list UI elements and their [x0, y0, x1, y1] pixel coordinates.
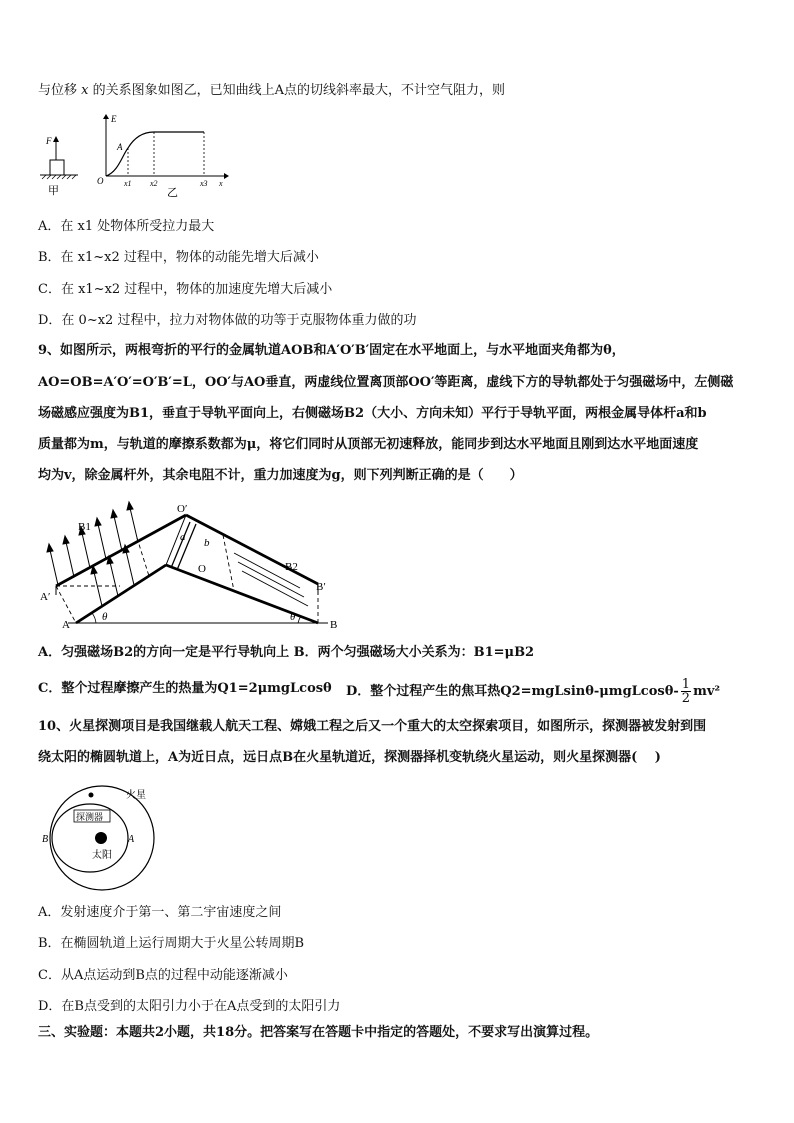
q8-option-d: D．在 0~x2 过程中，拉力对物体做的功等于克服物体重力做的功 [38, 313, 417, 328]
q9-stem-line-2: AO=OB=A′O′=O′B′=L，OO′与AO垂直，两虚线位置离顶部OO′等距离，虚线下方的导轨都处于匀强磁场中，左侧磁 [38, 375, 734, 390]
q8-option-a: A．在 x1 处物体所受拉力最大 [38, 219, 215, 234]
label-theta-left: θ [102, 611, 108, 623]
q9-options-a-b: A．匀强磁场B2的方向一定是平行导轨向上 B．两个匀强磁场大小关系为：B1=μB2 [38, 645, 535, 660]
section-3-heading: 三、实验题：本题共2小题，共18分。把答案写在答题卡中指定的答题处，不要求写出演算过程。 [38, 1025, 599, 1040]
q8-option-b: B．在 x1~x2 过程中，物体的动能先增大后减小 [38, 250, 319, 265]
label-theta-right: θ [290, 611, 296, 623]
label-sun: 太阳 [92, 850, 112, 861]
label-x1: x1 [124, 179, 132, 188]
q10-option-d: D．在B点受到的太阳引力小于在A点受到的太阳引力 [38, 999, 341, 1014]
figure-8-jia [40, 136, 78, 197]
label-E: E [111, 114, 117, 124]
q10-stem-line-2: 绕太阳的椭圆轨道上，A为近日点，远日点B在火星轨道近，探测器择机变轨绕火星运动，则火星探测器( ) [38, 750, 661, 765]
q9-stem-line-1: 9、如图所示，两根弯折的平行的金属轨道AOB和A′O′B′固定在水平地面上，与水平地面夹角都为θ， [38, 343, 625, 358]
figure-8 [38, 112, 238, 199]
q8-intro-line: 与位移 x 的关系图象如图乙，已知曲线上A点的切线斜率最大，不计空气阻力，则 [38, 83, 506, 98]
label-a: a [180, 531, 186, 543]
q9-option-c: C．整个过程摩擦产生的热量为Q1=2μmgLcosθ [38, 681, 332, 696]
q9-stem-line-3: 场磁感应强度为B1，垂直于导轨平面向上，右侧磁场B2（大小、方向未知）平行于导轨平面，两根金属导体杆a和b [38, 406, 707, 421]
figure-10 [38, 788, 168, 888]
label-B2: B2 [285, 561, 298, 573]
label-B: B [330, 619, 338, 631]
q10-stem-line-1: 10、火星探测项目是我国继载人航天工程、嫦娥工程之后又一个重大的太空探索项目，如图所示，探测器被发射到围 [38, 719, 707, 734]
label-jia: 甲 [48, 185, 59, 197]
label-b: b [204, 537, 210, 549]
label-x2: x2 [150, 179, 158, 188]
label-O: O [97, 176, 104, 186]
label-x3: x3 [200, 179, 208, 188]
label-A: A [62, 619, 70, 631]
label-x: x [219, 179, 223, 188]
q9-stem-line-5: 均为v，除金属杆外，其余电阻不计，重力加速度为g，则下列判断正确的是（ ） [38, 468, 523, 483]
label-A: A [128, 834, 135, 845]
q10-option-b: B．在椭圆轨道上运行周期大于火星公转周期B [38, 936, 305, 951]
figure-8-yi [97, 114, 229, 199]
label-mars: 火星 [126, 790, 146, 801]
q10-option-c: C．从A点运动到B点的过程中动能逐渐减小 [38, 968, 288, 983]
label-yi: 乙 [167, 187, 178, 199]
label-probe: 探测器 [76, 812, 104, 822]
q8-option-c: C．在 x1~x2 过程中，物体的加速度先增大后减小 [38, 282, 333, 297]
label-B: B [42, 834, 49, 845]
label-F: F [46, 136, 52, 146]
q9-option-d: D．整个过程产生的焦耳热Q2=mgLsinθ-μmgLcosθ- $\frac{1}{2}$ mv² [346, 677, 721, 706]
fraction-one-half: $\frac{1}{2}$ [681, 677, 691, 706]
figure-9 [38, 500, 348, 630]
label-A: A [117, 142, 123, 152]
q9-stem-line-4: 质量都为m，与轨道的摩擦系数都为μ，将它们同时从顶部无初速释放，能同步到达水平地面且刚到达水平地面速度 [38, 437, 699, 452]
label-O: O [198, 563, 206, 575]
q10-option-a: A．发射速度介于第一、第二宇宙速度之间 [38, 905, 282, 920]
label-O-prime: O′ [177, 503, 188, 515]
label-B-prime: B′ [316, 581, 326, 593]
label-B1: B1 [78, 521, 91, 533]
label-A-prime: A′ [40, 591, 51, 603]
